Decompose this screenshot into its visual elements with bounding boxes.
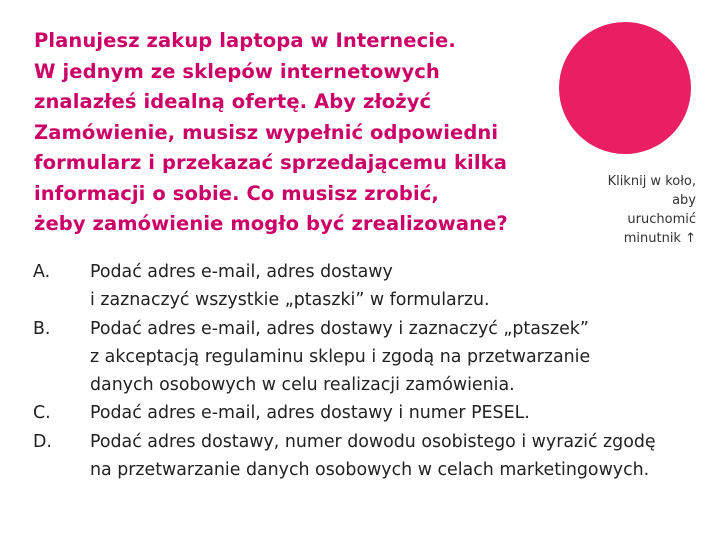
answer-options [33, 258, 693, 484]
answer-option-a[interactable] [33, 258, 693, 315]
option-text-line: Podać adres e-mail, adres dostawy [90, 262, 393, 282]
option-letter: C. [33, 403, 51, 424]
question-line: żeby zamówienie mogło być zrealizowane? [34, 212, 508, 235]
timer-hint-line: minutnik ↑ [623, 231, 696, 246]
timer-hint [556, 172, 696, 248]
timer-hint-line: aby [672, 193, 696, 208]
question-line: znalazłeś idealną ofertę. Aby złożyć [34, 90, 432, 113]
option-letter: D. [33, 431, 52, 452]
option-text-line: Podać adres e-mail, adres dostawy i numer PESEL. [90, 403, 530, 424]
option-text-line: i zaznaczyć wszystkie „ptaszki” w formularzu. [90, 290, 490, 311]
option-text-line: Podać adres dostawy, numer dowodu osobistego i wyrazić zgodę [90, 431, 656, 452]
timer-hint-line: Kliknij w koło, [607, 174, 696, 189]
question-line: W jednym ze sklepów internetowych [34, 59, 440, 83]
option-text-line: danych osobowych w celu realizacji zamówienia. [90, 375, 515, 396]
question-line: informacji o sobie. Co musisz zrobić, [34, 181, 439, 205]
question-line: Zamówienie, musisz wypełnić odpowiedni [34, 120, 499, 144]
option-letter: A. [33, 262, 51, 282]
option-letter: B. [33, 318, 51, 339]
option-text-line: Podać adres e-mail, adres dostawy i zaznaczyć „ptaszek” [90, 318, 589, 339]
answer-option-d[interactable] [33, 428, 693, 485]
answer-option-b[interactable] [33, 315, 693, 400]
answer-option-c[interactable] [33, 399, 693, 427]
timer-circle-button[interactable] [559, 22, 691, 154]
option-text-line: na przetwarzanie danych osobowych w celach marketingowych. [90, 460, 650, 481]
option-text-line: z akceptacją regulaminu sklepu i zgodą na przetwarzanie [90, 346, 591, 367]
question-line: formularz i przekazać sprzedającemu kilka [34, 151, 507, 174]
question-line: Planujesz zakup laptopa w Internecie. [34, 29, 456, 52]
timer-hint-line: uruchomić [627, 212, 696, 227]
question-text [34, 26, 534, 240]
